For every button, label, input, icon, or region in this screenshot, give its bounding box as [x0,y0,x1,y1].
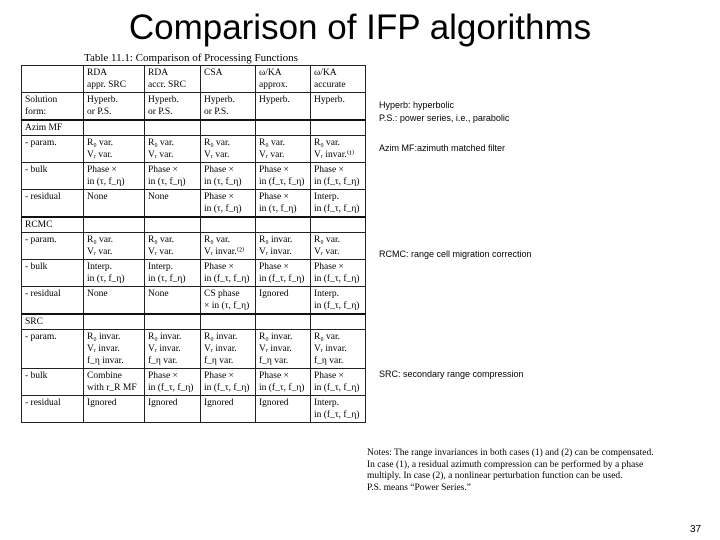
side-note-ps: P.S.: power series, i.e., parabolic [379,113,510,123]
table-cell [256,136,311,163]
section-header-row [22,120,366,136]
table-cell [84,190,145,218]
note-line: In case (1), a residual azimuth compression can be performed by a phase [367,459,644,470]
cell-line: Solution [25,95,58,105]
cell-line: None [148,289,169,299]
cell-line: in (τ, f_η) [204,177,242,187]
cell-line: in (f_τ, f_η) [259,383,305,393]
cell-line: with r_R MF [87,383,137,393]
table-cell [145,93,201,121]
cell-line: Phase × [87,165,117,175]
section-title: RCMC [22,217,84,233]
cell-line: Vᵣ var. [87,247,113,257]
table-cell [84,369,145,396]
table-cell [311,369,366,396]
cell-line: Vᵣ var. [87,150,113,160]
table-cell [256,396,311,423]
cell-line: Phase × [148,371,178,381]
cell-line: Hyperb. [148,95,179,105]
table-row [22,287,366,315]
cell-line: None [87,192,108,202]
table-cell [256,217,311,233]
table-cell [201,287,256,315]
cell-line: Interp. [148,262,174,272]
table-row [22,330,366,369]
cell-line: Interp. [314,289,340,299]
cell-line: in (τ, f_η) [87,274,125,284]
table-notes [367,448,713,494]
row-label: - residual [22,190,84,218]
cell-line: Vᵣ invar.⁽¹⁾ [314,150,355,160]
table-cell [145,190,201,218]
cell-line: × in (τ, f_η) [204,301,250,311]
table-row [22,260,366,287]
cell-line: Phase × [314,371,344,381]
cell-line: R₀ var. [204,235,231,245]
table-cell [311,287,366,315]
cell-line: Interp. [314,192,340,202]
cell-line: Interp. [314,398,340,408]
table-cell [256,287,311,315]
cell-line: in (f_τ, f_η) [314,301,360,311]
table-row [22,369,366,396]
table-cell [201,396,256,423]
table-cell [84,260,145,287]
table-cell [84,330,145,369]
table-caption: Table 11.1: Comparison of Processing Functions [84,52,298,64]
table-cell [201,217,256,233]
solution-form-row [22,93,366,121]
cell-line: in (f_τ, f_η) [314,410,360,420]
table-cell [201,136,256,163]
cell-line: Ignored [259,398,289,408]
row-label: - bulk [22,163,84,190]
cell-line: Ignored [87,398,117,408]
table-cell [311,120,366,136]
cell-line: Phase × [204,165,234,175]
cell-line: in (f_τ, f_η) [314,177,360,187]
cell-line: R₀ invar. [148,332,182,342]
table-cell [84,396,145,423]
table-cell [145,369,201,396]
cell-line: R₀ invar. [204,332,238,342]
cell-line: Vᵣ invar. [259,344,292,354]
cell-line: Phase × [259,165,289,175]
cell-line: ω/KA [314,68,337,78]
cell-line: in (τ, f_η) [148,177,186,187]
section-title: Azim MF [22,120,84,136]
header-corner-cell [22,66,84,93]
table-cell [84,217,145,233]
table-cell [145,233,201,260]
cell-line: f_η var. [314,356,344,366]
cell-line: Vᵣ var. [259,150,285,160]
column-header [145,66,201,93]
cell-line: Vᵣ var. [314,247,340,257]
column-header [256,66,311,93]
cell-line: Hyperb. [314,95,345,105]
table-cell [201,93,256,121]
section-header-row [22,217,366,233]
cell-line: Ignored [148,398,178,408]
comparison-table [21,65,366,423]
cell-line: in (f_τ, f_η) [204,383,250,393]
cell-line: R₀ var. [204,138,231,148]
table-cell [256,369,311,396]
cell-line: Phase × [259,262,289,272]
cell-line: f_η var. [259,356,289,366]
table-cell [84,163,145,190]
side-note-src: SRC: secondary range compression [379,369,524,379]
row-label: - param. [22,233,84,260]
table-cell [145,396,201,423]
table-cell [145,330,201,369]
cell-line: Interp. [87,262,113,272]
table-cell [256,233,311,260]
cell-line: R₀ invar. [259,332,293,342]
table-cell [84,233,145,260]
row-label: - param. [22,330,84,369]
cell-line: R₀ var. [314,332,341,342]
table-cell [145,314,201,330]
cell-line: Hyperb. [259,95,290,105]
cell-line: f_η var. [204,356,234,366]
row-label: - param. [22,136,84,163]
cell-line: R₀ var. [148,235,175,245]
cell-line: R₀ invar. [87,332,121,342]
cell-line: ω/KA [259,68,282,78]
cell-line: Hyperb. [87,95,118,105]
cell-line: Phase × [204,262,234,272]
table-cell [201,369,256,396]
cell-line: R₀ var. [87,138,114,148]
table-cell [311,136,366,163]
table-cell [311,314,366,330]
cell-line: Phase × [204,371,234,381]
table-row [22,396,366,423]
cell-line: approx. [259,80,288,90]
cell-line: Vᵣ invar.⁽²⁾ [204,247,245,257]
cell-line: Ignored [259,289,289,299]
cell-line: or P.S. [204,107,229,117]
cell-line: CS phase [204,289,240,299]
note-line: Notes: The range invariances in both cases (1) and (2) can be compensated. [367,448,654,458]
cell-line: in (f_τ, f_η) [259,274,305,284]
side-note-rcmc: RCMC: range cell migration correction [379,249,532,259]
cell-line: in (τ, f_η) [87,177,125,187]
section-title: SRC [22,314,84,330]
row-label: - bulk [22,260,84,287]
note-line: multiply. In case (2), a nonlinear perturbation function can be used. [367,471,623,481]
cell-line: Vᵣ invar. [148,344,181,354]
cell-line: or P.S. [148,107,173,117]
cell-line: accurate [314,80,346,90]
cell-line: in (f_τ, f_η) [148,383,194,393]
table-cell [256,190,311,218]
table-row [22,163,366,190]
cell-line: in (f_τ, f_η) [204,274,250,284]
cell-line: R₀ invar. [259,235,293,245]
table-cell [256,314,311,330]
cell-line: Hyperb. [204,95,235,105]
table-cell [145,120,201,136]
column-header [84,66,145,93]
cell-line: Phase × [204,192,234,202]
table-cell [201,190,256,218]
cell-line: Vᵣ invar. [87,344,120,354]
cell-line: Ignored [204,398,234,408]
table-cell [145,136,201,163]
table-cell [311,233,366,260]
cell-line: R₀ var. [314,138,341,148]
cell-line: None [87,289,108,299]
table-cell [311,93,366,121]
table-cell [145,217,201,233]
note-line: P.S. means “Power Series.” [367,482,471,493]
table-cell [84,136,145,163]
table-cell [201,233,256,260]
row-label [22,93,84,121]
cell-line: in (τ, f_η) [259,204,297,214]
cell-line: RDA [87,68,108,78]
table-row [22,233,366,260]
table-cell [145,260,201,287]
row-label: - residual [22,396,84,423]
cell-line: Phase × [314,262,344,272]
cell-line: R₀ var. [148,138,175,148]
cell-line: appr. SRC [87,80,127,90]
cell-line: Combine [87,371,122,381]
table-cell [256,260,311,287]
table-cell [311,217,366,233]
table-cell [256,93,311,121]
cell-line: Phase × [259,192,289,202]
table-cell [201,163,256,190]
table-cell [84,120,145,136]
cell-line: Vᵣ invar. [204,344,237,354]
cell-line: in (f_τ, f_η) [259,177,305,187]
cell-line: in (f_τ, f_η) [314,274,360,284]
cell-line: accr. SRC [148,80,186,90]
side-note-azim-mf: Azim MF:azimuth matched filter [379,143,506,153]
column-header [311,66,366,93]
table-cell [311,163,366,190]
table-row [22,190,366,218]
cell-line: R₀ var. [259,138,286,148]
row-label: - bulk [22,369,84,396]
cell-line: Vᵣ invar. [259,247,292,257]
cell-line: CSA [204,68,223,78]
side-note-hyperb: Hyperb: hyperbolic [379,100,455,110]
cell-line: Phase × [259,371,289,381]
table-header-row [22,66,366,93]
table-cell [201,330,256,369]
cell-line: f_η var. [148,356,178,366]
cell-line: in (τ, f_η) [148,274,186,284]
table-cell [145,287,201,315]
cell-line: form: [25,107,47,117]
slide-title: Comparison of IFP algorithms [128,8,592,47]
cell-line: RDA [148,68,169,78]
table-cell [84,314,145,330]
row-label: - residual [22,287,84,315]
table-cell [84,93,145,121]
cell-line: R₀ var. [87,235,114,245]
cell-line: None [148,192,169,202]
table-cell [311,190,366,218]
cell-line: Vᵣ invar. [314,344,347,354]
cell-line: or P.S. [87,107,112,117]
cell-line: f_η invar. [87,356,124,366]
cell-line: in (f_τ, f_η) [314,383,360,393]
table-row [22,136,366,163]
table-cell [145,163,201,190]
table-cell [256,330,311,369]
table-cell [311,260,366,287]
cell-line: R₀ var. [314,235,341,245]
cell-line: in (τ, f_η) [204,204,242,214]
table-cell [201,120,256,136]
table-cell [256,163,311,190]
table-cell [256,120,311,136]
table-cell [201,314,256,330]
table-cell [201,260,256,287]
cell-line: in (f_τ, f_η) [314,204,360,214]
cell-line: Vᵣ var. [148,247,174,257]
cell-line: Phase × [148,165,178,175]
column-header [201,66,256,93]
table-cell [311,396,366,423]
section-header-row [22,314,366,330]
page-number: 37 [690,524,702,535]
cell-line: Vᵣ var. [204,150,230,160]
table-cell [84,287,145,315]
cell-line: Vᵣ var. [148,150,174,160]
cell-line: Phase × [314,165,344,175]
table-cell [311,330,366,369]
